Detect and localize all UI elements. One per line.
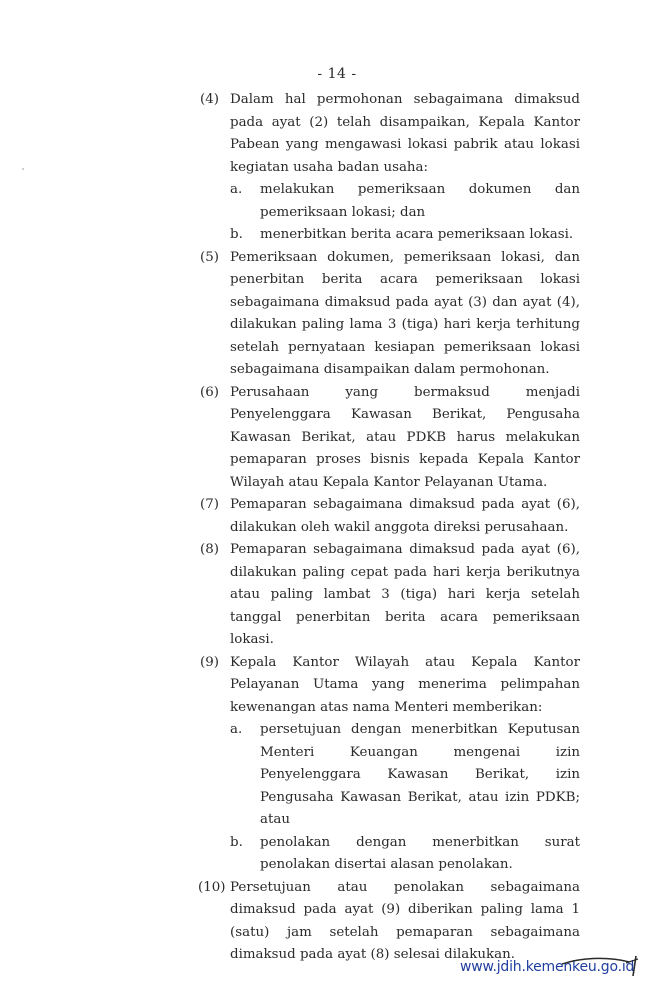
paragraph-9 xyxy=(200,652,580,877)
paragraph-text: Pemaparan sebagaimana dimaksud pada ayat (6), dilakukan oleh wakil anggota direksi perusahaan. xyxy=(230,497,580,535)
signature-stroke-icon xyxy=(560,950,640,980)
document-body xyxy=(200,89,580,967)
paragraph-7 xyxy=(200,494,580,539)
list-letter: b. xyxy=(230,834,243,850)
list-item xyxy=(230,224,580,247)
jdih-website-link[interactable]: www.jdih.kemenkeu.go.id xyxy=(460,959,635,975)
list-text: penolakan dengan menerbitkan surat penolakan disertai alasan penolakan. xyxy=(260,834,580,872)
page-number: - 14 - xyxy=(317,66,357,82)
list-letter: b. xyxy=(230,227,243,242)
list-letter: a. xyxy=(230,722,243,737)
paragraph-number: (5) xyxy=(200,249,219,265)
paragraph-text: Perusahaan yang bermaksud menjadi Penyelenggara Kawasan Berikat, Pengusaha Kawasan Berikat, atau PDKB harus melakukan pemaparan proses bisnis kepada Kepala Kantor Wilayah atau Kepala Kantor Pelayanan Utama. xyxy=(230,384,580,490)
scan-speck xyxy=(22,168,24,170)
paragraph-number: (9) xyxy=(200,654,219,670)
paragraph-text: Kepala Kantor Wilayah atau Kepala Kantor Pelayanan Utama yang menerima pelimpahan kewenangan atas nama Menteri memberikan: xyxy=(230,654,580,715)
paragraph-6 xyxy=(200,382,580,495)
list-text: menerbitkan berita acara pemeriksaan lokasi. xyxy=(260,227,574,242)
paragraph-text: Pemeriksaan dokumen, pemeriksaan lokasi, dan penerbitan berita acara pemeriksaan lokasi sebagaimana dimaksud pada ayat (3) dan ayat (4), dilakukan paling lama 3 (tiga) hari kerja terhitung setelah pernyataan kesiapan pemeriksaan lokasi sebagaimana disampaikan dalam permohonan. xyxy=(230,249,580,377)
paragraph-number: (4) xyxy=(200,92,219,107)
list-item xyxy=(230,719,580,832)
paragraph-5 xyxy=(200,247,580,382)
list-item xyxy=(230,179,580,224)
paragraph-text: Persetujuan atau penolakan sebagaimana dimaksud pada ayat (9) diberikan paling lama 1 (satu) jam setelah pemaparan sebagaimana dimaksud pada ayat (8) selesai dilakukan. xyxy=(230,879,580,962)
paragraph-text: Pemaparan sebagaimana dimaksud pada ayat (6), dilakukan paling cepat pada hari kerja berikutnya atau paling lambat 3 (tiga) hari kerja setelah tanggal penerbitan berita acara pemeriksaan lokasi. xyxy=(230,542,580,647)
paragraph-number: (7) xyxy=(200,497,219,512)
list-letter: a. xyxy=(230,182,243,197)
list-text: persetujuan dengan menerbitkan Keputusan Menteri Keuangan mengenai izin Penyelenggara Kawasan Berikat, izin Pengusaha Kawasan Berikat, atau izin PDKB; atau xyxy=(260,722,580,827)
paragraph-number: (8) xyxy=(200,542,219,557)
paragraph-number: (6) xyxy=(200,384,219,400)
list-text: melakukan pemeriksaan dokumen dan pemeriksaan lokasi; dan xyxy=(260,182,580,220)
list-item xyxy=(230,832,580,877)
paragraph-text: Dalam hal permohonan sebagaimana dimaksud pada ayat (2) telah disampaikan, Kepala Kantor Pabean yang mengawasi lokasi pabrik atau lokasi kegiatan usaha badan usaha: xyxy=(230,92,580,175)
paragraph-number: (10) xyxy=(198,879,226,895)
paragraph-4 xyxy=(200,89,580,247)
paragraph-8 xyxy=(200,539,580,652)
paragraph-10 xyxy=(200,877,580,967)
